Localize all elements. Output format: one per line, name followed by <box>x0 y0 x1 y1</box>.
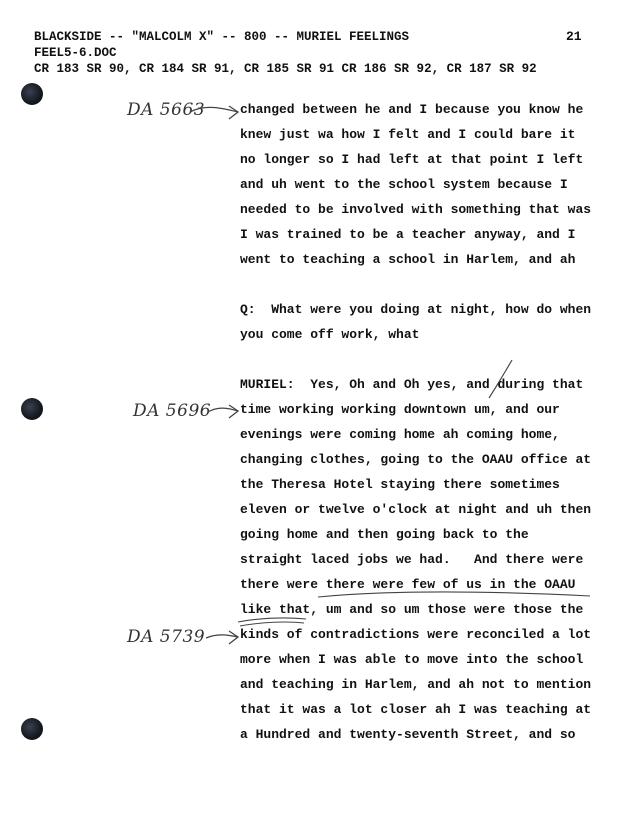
answer-line: the Theresa Hotel staying there sometimes <box>240 477 560 492</box>
body-line: knew just wa how I felt and I could bare it <box>240 127 576 142</box>
arrow-mark-2 <box>208 408 238 412</box>
margin-note-2: DA 5696 <box>133 401 212 421</box>
answer-line: evenings were coming home ah coming home, <box>240 427 560 442</box>
speaker-label: MURIEL: <box>240 377 295 392</box>
answer-line: changing clothes, going to the OAAU office at <box>240 452 592 467</box>
binder-hole-bottom <box>21 718 43 740</box>
question-line: you come off work, what <box>240 327 420 342</box>
body-line: and uh went to the school system because I <box>240 177 568 192</box>
answer-first-line <box>240 372 583 397</box>
answer-line: more when I was able to move into the school <box>240 652 584 667</box>
body-line: no longer so I had left at that point I left <box>240 152 584 167</box>
answer-line: straight laced jobs we had. And there were <box>240 552 584 567</box>
answer-line: like that, um and so um those were those the <box>240 602 584 617</box>
body-line: I was trained to be a teacher anyway, and I <box>240 227 576 242</box>
answer-line: and teaching in Harlem, and ah not to mention <box>240 677 592 692</box>
binder-hole-middle <box>21 398 43 420</box>
answer-line: there were there were few of us in the OAAU <box>240 577 576 592</box>
body-line: needed to be involved with something that was <box>240 202 592 217</box>
margin-note-1: DA 5663 <box>127 100 206 120</box>
answer-line: kinds of contradictions were reconciled a lot <box>240 627 592 642</box>
body-line: changed between he and I because you know he <box>240 102 584 117</box>
answer-line: that it was a lot closer ah I was teaching at <box>240 702 592 717</box>
answer-first-text: Yes, Oh and Oh yes, and during that <box>294 377 584 392</box>
body-line: went to teaching a school in Harlem, and ah <box>240 252 576 267</box>
answer-line: time working working downtown um, and our <box>240 402 560 417</box>
page-number: 21 <box>566 29 582 44</box>
answer-line: a Hundred and twenty-seventh Street, and so <box>240 727 576 742</box>
header-filename: FEEL5-6.DOC <box>34 46 117 60</box>
margin-note-3: DA 5739 <box>127 627 206 647</box>
arrow-mark-3 <box>206 635 238 638</box>
header-references: CR 183 SR 90, CR 184 SR 91, CR 185 SR 91 CR 186 SR 92, CR 187 SR 92 <box>34 62 537 76</box>
binder-hole-top <box>21 83 43 105</box>
answer-line: going home and then going back to the <box>240 527 529 542</box>
answer-line: eleven or twelve o'clock at night and uh then <box>240 502 592 517</box>
question-line: Q: What were you doing at night, how do when <box>240 302 592 317</box>
header-title: BLACKSIDE -- "MALCOLM X" -- 800 -- MURIEL FEELINGS <box>34 30 410 44</box>
